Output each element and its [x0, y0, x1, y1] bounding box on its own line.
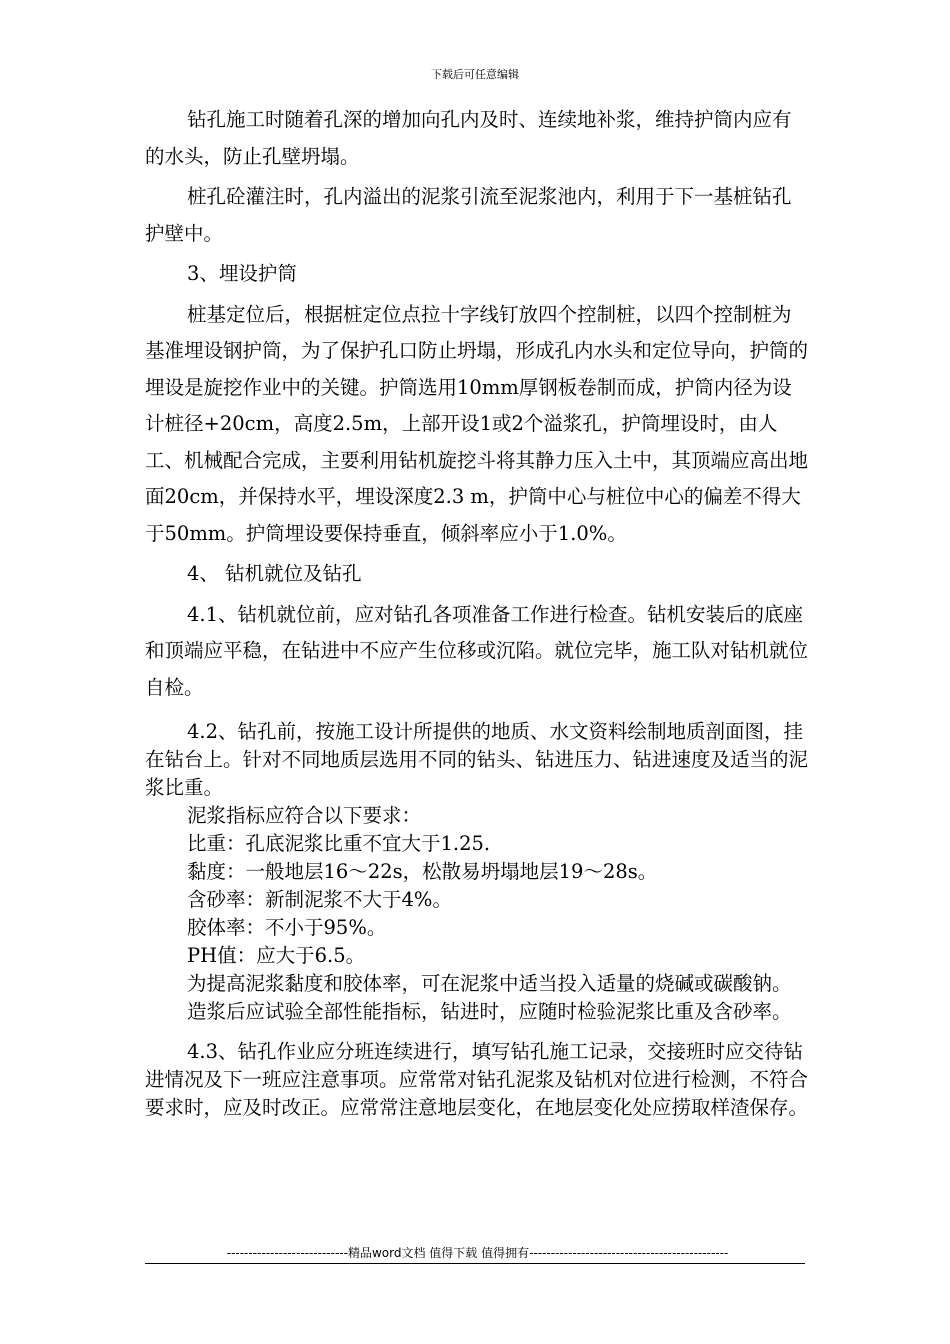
paragraph-slurry-refill: 钻孔施工时随着孔深的增加向孔内及时、连续地补浆，维持护筒内应有的水头，防止孔壁坍塌。	[145, 108, 792, 168]
slurry-requirements-intro: 泥浆指标应符合以下要求：	[187, 804, 422, 827]
slurry-additive: 为提高泥浆黏度和胶体率，可在泥浆中适当投入适量的烧碱或碳酸钠。	[187, 972, 792, 995]
slurry-density: 比重：孔底泥浆比重不宜大于1.25.	[187, 832, 491, 855]
paragraph-slurry-recycle: 桩孔砼灌注时，孔内溢出的泥浆引流至泥浆池内，利用于下一基桩钻孔护壁中。	[145, 185, 792, 245]
paragraph-4-3: 4.3、钻孔作业应分班连续进行，填写钻孔施工记录，交接班时应交待钻进情况及下一班应注意事项。应常常对钻孔泥浆及钻机对位进行检测，不符合要求时，应及时改正。应常常注意地层变化，在地层变化处应捞取样渣保存。	[145, 1040, 809, 1119]
slurry-viscosity: 黏度：一般地层16～22s，松散易坍塌地层19～28s。	[187, 860, 658, 883]
footer-divider	[145, 1263, 805, 1264]
document-body	[145, 102, 810, 1122]
paragraph-4-2: 4.2、钻孔前，按施工设计所提供的地质、水文资料绘制地质剖面图，挂在钻台上。针对不同地质层选用不同的钻头、钻进压力、钻进速度及适当的泥浆比重。	[145, 720, 809, 799]
heading-casing: 3、埋设护筒	[187, 262, 297, 285]
paragraph-casing: 桩基定位后，根据桩定位点拉十字线钉放四个控制桩，以四个控制桩为基准埋设钢护筒，为了保护孔口防止坍塌，形成孔内水头和定位导向，护筒的埋设是旋挖作业中的关键。护筒选用10mm厚钢板卷制而成，护筒内径为设计桩径+20cm，高度2.5m，上部开设1或2个溢浆孔，护筒埋设时，由人工、机械配合完成，主要利用钻机旋挖斗将其静力压入土中，其顶端应高出地面20cm，并保持水平，埋设深度2.3 m，护筒中心与桩位中心的偏差不得大于50mm。护筒埋设要保持垂直，倾斜率应小于1.0%。	[145, 302, 809, 545]
page-header: 下载后可任意编辑	[431, 68, 519, 81]
paragraph-4-1: 4.1、钻机就位前，应对钻孔各项准备工作进行检查。钻机安装后的底座和顶端应平稳，在钻进中不应产生位移或沉陷。就位完毕，施工队对钻机就位自检。	[145, 602, 809, 699]
slurry-ph: PH值：应大于6.5。	[187, 944, 366, 967]
heading-drilling: 4、 钻机就位及钻孔	[187, 562, 362, 585]
slurry-sand-content: 含砂率：新制泥浆不大于4%。	[187, 888, 452, 911]
page-footer: ----------------------------精品word文档 值得下载 值得拥有----------------------------------------------	[226, 1246, 729, 1260]
slurry-colloid-rate: 胶体率：不小于95%。	[187, 916, 387, 939]
slurry-testing: 造浆后应试验全部性能指标，钻进时，应随时检验泥浆比重及含砂率。	[187, 1000, 792, 1023]
